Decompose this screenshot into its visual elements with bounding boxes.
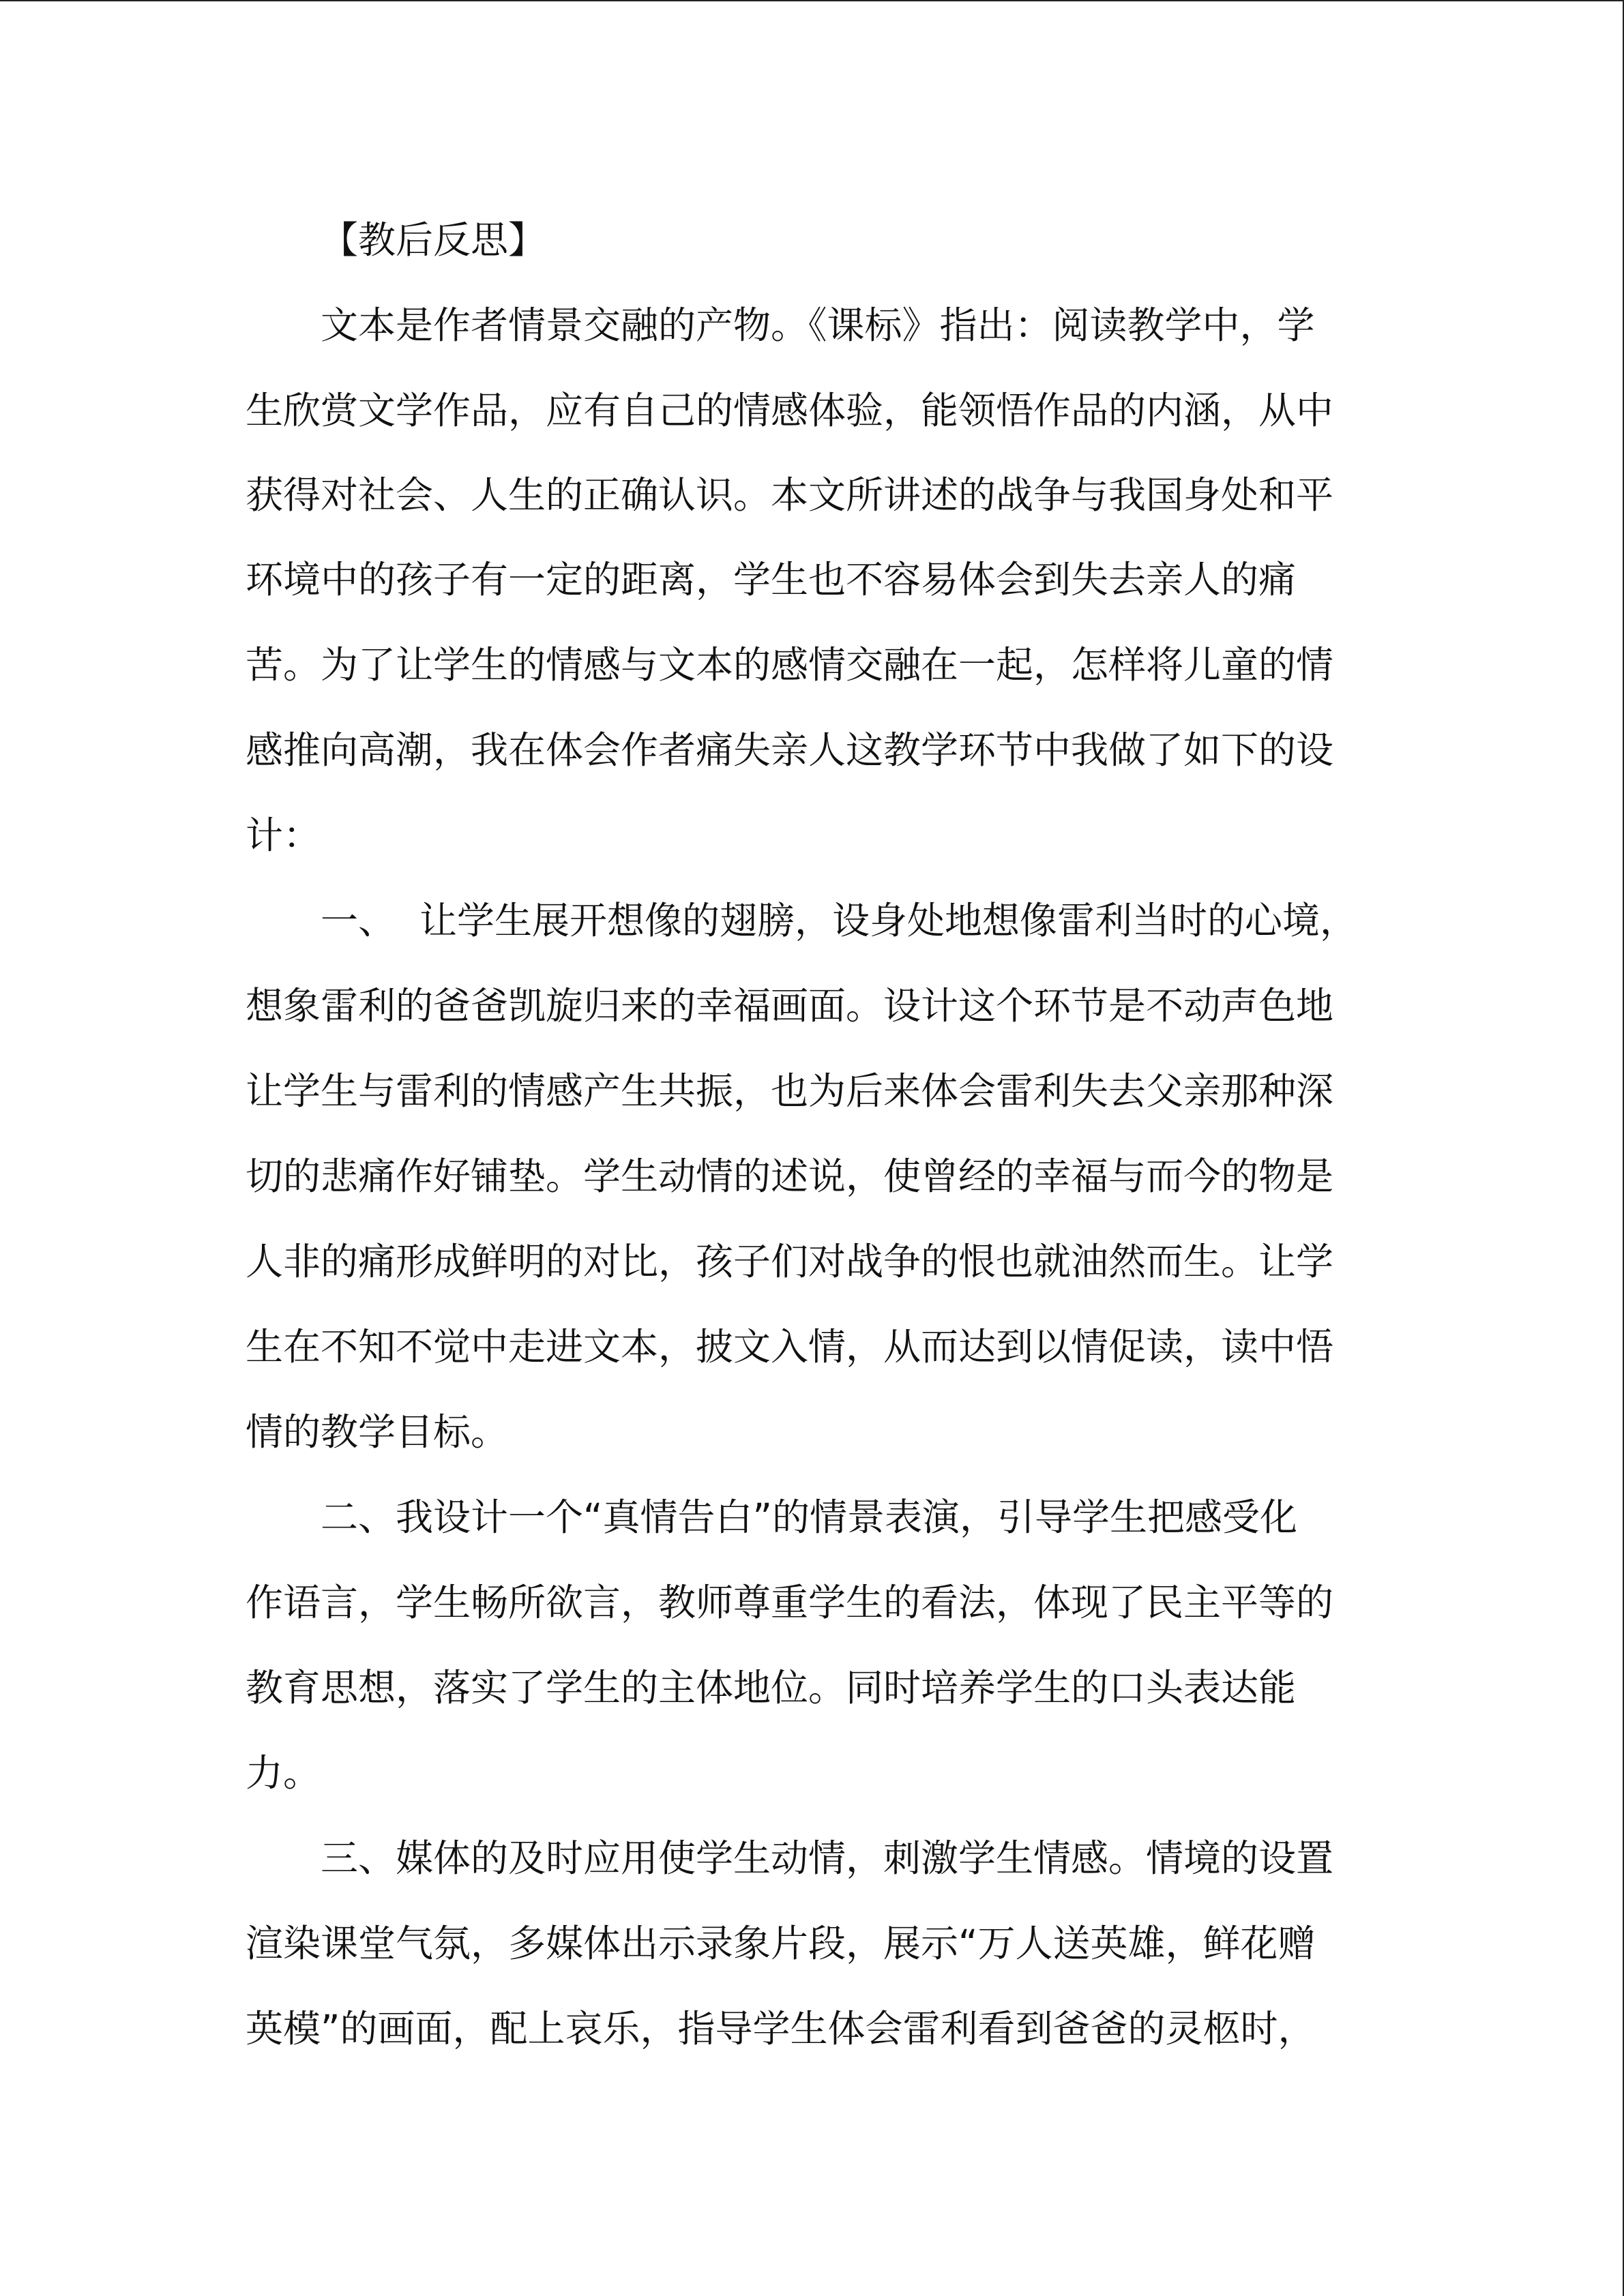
paragraph-line: 文本是作者情景交融的产物。《课标》指出：阅读教学中，学 <box>321 303 1315 347</box>
paragraph-line: 想象雷利的爸爸凯旋归来的幸福画面。设计这个环节是不动声色地 <box>246 984 1334 1028</box>
paragraph-line: 获得对社会、人生的正确认识。本文所讲述的战争与我国身处和平 <box>246 473 1334 517</box>
paragraph-line: 感推向高潮，我在体会作者痛失亲人这教学环节中我做了如下的设 <box>246 728 1334 772</box>
paragraph-line: 一、 让学生展开想像的翅膀，设身处地想像雷利当时的心境， <box>321 899 1357 942</box>
paragraph-line: 生在不知不觉中走进文本，披文入情，从而达到以情促读，读中悟 <box>246 1325 1334 1369</box>
paragraph-line: 力。 <box>246 1751 321 1795</box>
section-heading: 【教后反思】 <box>321 218 546 262</box>
paragraph-line: 作语言，学生畅所欲言，教师尊重学生的看法，体现了民主平等的 <box>246 1581 1334 1624</box>
paragraph-line: 渲染课堂气氛，多媒体出示录象片段，展示“万人送英雄，鲜花赠 <box>246 1922 1316 1965</box>
paragraph-line: 让学生与雷利的情感产生共振，也为后来体会雷利失去父亲那种深 <box>246 1069 1334 1113</box>
paragraph-line: 切的悲痛作好铺垫。学生动情的述说，使曾经的幸福与而今的物是 <box>246 1154 1334 1198</box>
paragraph-line: 生欣赏文学作品，应有自己的情感体验，能领悟作品的内涵，从中 <box>246 389 1334 432</box>
paragraph-line: 人非的痛形成鲜明的对比，孩子们对战争的恨也就油然而生。让学 <box>246 1240 1334 1283</box>
paragraph-line: 二、我设计一个“真情告白”的情景表演，引导学生把感受化 <box>321 1495 1297 1539</box>
paragraph-line: 计： <box>246 814 321 857</box>
paragraph-line: 英模”的画面，配上哀乐，指导学生体会雷利看到爸爸的灵柩时， <box>246 2007 1316 2051</box>
paragraph-line: 教育思想，落实了学生的主体地位。同时培养学生的口头表达能 <box>246 1666 1297 1710</box>
paragraph-line: 苦。为了让学生的情感与文本的感情交融在一起，怎样将儿童的情 <box>246 643 1334 687</box>
paragraph-line: 三、媒体的及时应用使学生动情，刺激学生情感。情境的设置 <box>321 1836 1334 1880</box>
paragraph-line: 情的教学目标。 <box>246 1410 509 1454</box>
paragraph-line: 环境中的孩子有一定的距离，学生也不容易体会到失去亲人的痛 <box>246 558 1297 601</box>
